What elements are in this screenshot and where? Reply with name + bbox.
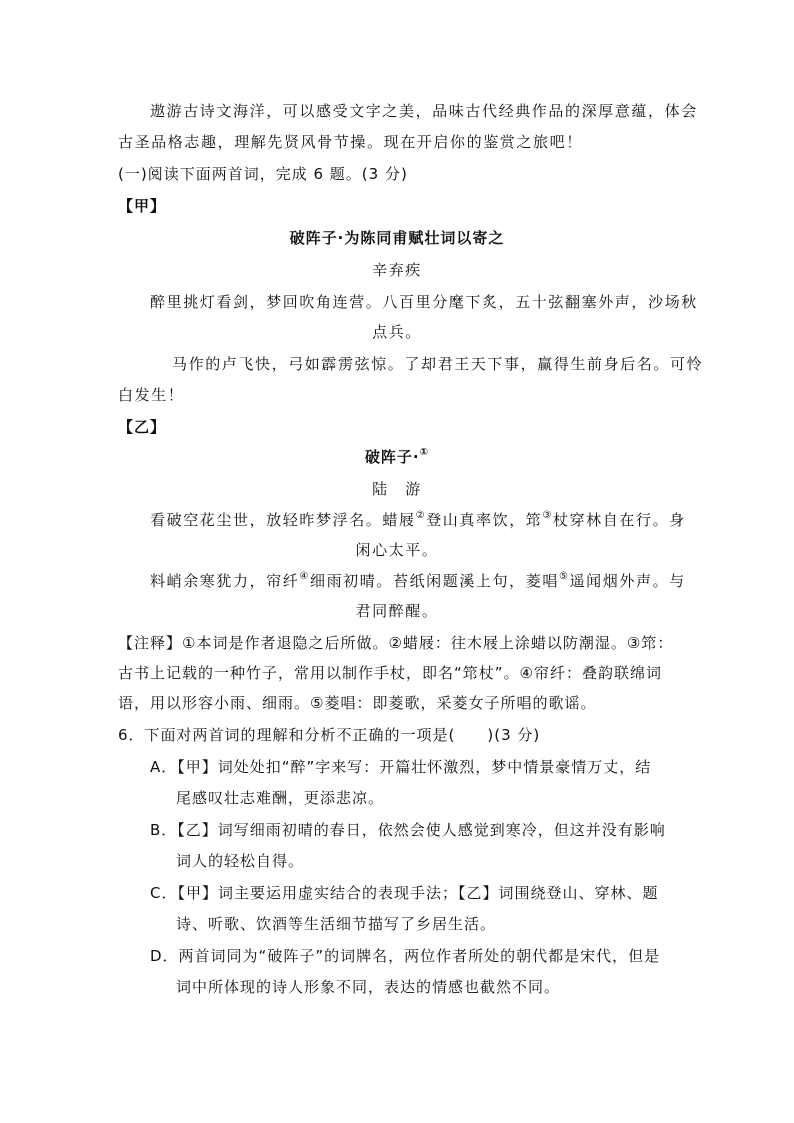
footnote-2: ② [415,510,427,521]
poem-b-s2-text-c: 遥闻烟外声。与 [569,572,686,590]
option-b-line-2: 词人的轻松自得。 [176,852,305,870]
poem-a-stanza2-line2: 白发生！ [118,386,185,404]
poem-a-author: 辛弃疾 [372,261,422,279]
poem-b-s1-text-c: 杖穿林自在行。身 [552,511,686,529]
poem-b-stanza2-line2: 君同醉醒。 [355,602,439,620]
option-d-line-2: 词中所体现的诗人形象不同，表达的情感也截然不同。 [176,978,561,996]
footnote-4: ④ [299,571,310,582]
option-c-line-2: 诗、听歌、饮酒等生活细节描写了乡居生活。 [176,915,497,933]
question-stem: 6．下面对两首词的理解和分析不正确的一项是( )(3 分) [118,726,541,744]
option-a-line-2: 尾感叹壮志难酬，更添悲凉。 [176,789,385,807]
poem-b-stanza2-line1 [150,571,686,591]
poem-a-stanza2-line1: 马作的卢飞快，弓如霹雳弦惊。了却君王天下事，赢得生前身后名。可怜 [172,355,704,373]
footnote-5: ⑤ [559,571,570,582]
option-a-line-1: A．【甲】词处处扣“醉”字来写：开篇壮怀激烈，梦中情景豪情万丈，结 [150,758,652,776]
intro-line-2: 古圣品格志趣，理解先贤风骨节操。现在开启你的鉴赏之旅吧！ [118,133,583,151]
poem-a-title: 破阵子·为陈同甫赋壮词以寄之 [289,229,505,247]
poem-a-stanza1-line2: 点兵。 [372,323,422,341]
poem-b-marker: 【乙】 [118,418,167,436]
section-heading: (一)阅读下面两首词，完成 6 题。(3 分) [118,165,408,183]
poem-b-s1-text-a: 看破空花尘世，放轻昨梦浮名。蜡屐 [150,511,416,529]
poem-b-title-text: 破阵子· [364,448,420,466]
poem-b-s2-text-a: 料峭余寒犹力，帘纤 [150,572,300,590]
poem-b-s1-text-b: 登山真率饮，筇 [426,511,543,529]
notes-line-1: 【注释】①本词是作者退隐之后所做。②蜡屐：往木屐上涂蜡以防潮湿。③筇： [118,634,674,652]
option-d-line-1: D．两首词同为“破阵子”的词牌名，两位作者所处的朝代都是宋代，但是 [150,947,661,965]
poem-b-s2-text-b: 细雨初晴。苔纸闲题溪上句，菱唱 [309,572,559,590]
notes-line-3: 语，用以形容小雨、细雨。⑤菱唱：即菱歌，采菱女子所唱的歌谣。 [118,694,597,712]
notes-line-2: 古书上记载的一种竹子，常用以制作手杖，即名“筇杖”。④帘纤：叠韵联绵词 [118,664,662,682]
option-b-line-1: B．【乙】词写细雨初晴的春日，依然会使人感觉到寒冷，但这并没有影响 [150,821,666,839]
poem-a-marker: 【甲】 [118,197,167,215]
poem-b-stanza1-line1 [150,510,686,530]
poem-b-title-footnote: ① [419,447,430,458]
poem-b-stanza1-line2: 闲心太平。 [355,541,439,559]
option-c-line-1: C．【甲】词主要运用虚实结合的表现手法；【乙】词围绕登山、穿林、题 [150,884,659,902]
poem-b-title [0,447,794,467]
poem-b-author: 陆 游 [372,480,422,498]
footnote-3: ③ [542,510,553,521]
intro-line-1: 遨游古诗文海洋，可以感受文字之美，品味古代经典作品的深厚意蕴，体会 [150,102,698,120]
poem-a-stanza1-line1: 醉里挑灯看剑，梦回吹角连营。八百里分麾下炙，五十弦翻塞外声，沙场秋 [150,293,698,311]
